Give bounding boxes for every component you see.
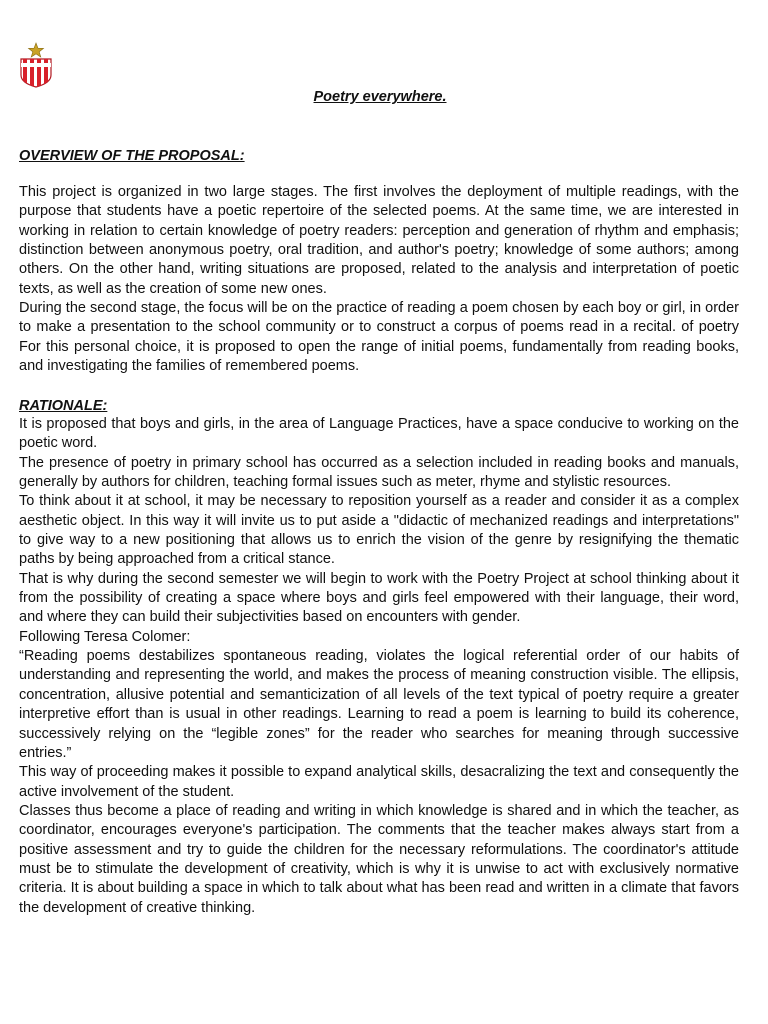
quote-paragraph: “Reading poems destabilizes spontaneous reading, violates the logical referential order of our habits of understanding and representing the world, and makes the process of meaning construction visible. The ellipsis, concentration, allusive potential and semanticization of all levels of the text typical of poetry require a greater interpretive effort than is usual in other readings. Learning to read a poem is learning to build its coherence, successively relying on the “legible zones” for the reader who searches for meaning through successive entries.” — [19, 648, 739, 761]
rationale-paragraph: Classes thus become a place of reading and writing in which knowledge is shared and in which the teacher, as coordinator, encourages everyone's participation. The comments that the teacher makes always start from a positive assessment and try to guide the children for the necessary reformulations. The coordinator's attitude must be to stimulate the development of creativity, which is why it is unwise to act with exclusively normative criteria. It is about building a space in which to talk about what has been read and written in a climate that favors the development of creative thinking. — [19, 802, 739, 916]
rationale-paragraph: This way of proceeding makes it possible to expand analytical skills, desacralizing the text and consequently the active involvement of the student. — [19, 764, 739, 800]
rationale-paragraph: The presence of poetry in primary school has occurred as a selection included in reading books and manuals, generally by authors for children, teaching formal issues such as meter, rhyme and stylistic resources. — [19, 454, 739, 491]
rationale-paragraph: That is why during the second semester we will begin to work with the Poetry Project at school thinking about it from the possibility of creating a space where boys and girls feel empowered with their language, their word, and where they can build their subjectivities based on encounters with gender. — [19, 570, 739, 626]
rationale-paragraph: It is proposed that boys and girls, in the area of Language Practices, have a space conducive to working on the poetic word. — [19, 416, 739, 452]
document-title: Poetry everywhere. — [313, 89, 447, 105]
rationale-heading: RATIONALE: — [19, 398, 108, 414]
overview-paragraph: During the second stage, the focus will be on the practice of reading a poem chosen by each boy or girl, in order to make a presentation to the school community or to construct a corpus of poems read in a recital. of poetry For this personal choice, it is proposed to open the range of initial poems, fundamentally from reading books, and investigating the families of remembered poems. — [19, 300, 739, 375]
club-crest-icon — [18, 42, 54, 88]
rationale-body — [19, 415, 739, 918]
overview-paragraph: This project is organized in two large stages. The first involves the deployment of multiple readings, with the purpose that students have a poetic repertoire of the selected poems. At the same time, we are interested in working in relation to certain knowledge of poetry readers: perception and generation of rhythm and emphasis; distinction between anonymous poetry, oral tradition, and author's poetry; knowledge of some authors; among others. On the other hand, writing situations are proposed, related to the analysis and interpretation of poetic texts, as well as the creation of some new ones. — [19, 184, 739, 297]
overview-body — [19, 183, 739, 376]
overview-heading: OVERVIEW OF THE PROPOSAL: — [19, 148, 245, 164]
star-icon — [29, 43, 44, 57]
rationale-paragraph: To think about it at school, it may be necessary to reposition yourself as a reader and consider it as a complex aesthetic object. In this way it will invite us to put aside a "didactic of mechanized readings and interpretations" to give way to a new positioning that allows us to enrich the vision of the genre by resignifying the thematic paths by being approached from a critical stance. — [19, 493, 739, 568]
quote-attribution: Following Teresa Colomer: — [19, 628, 191, 645]
